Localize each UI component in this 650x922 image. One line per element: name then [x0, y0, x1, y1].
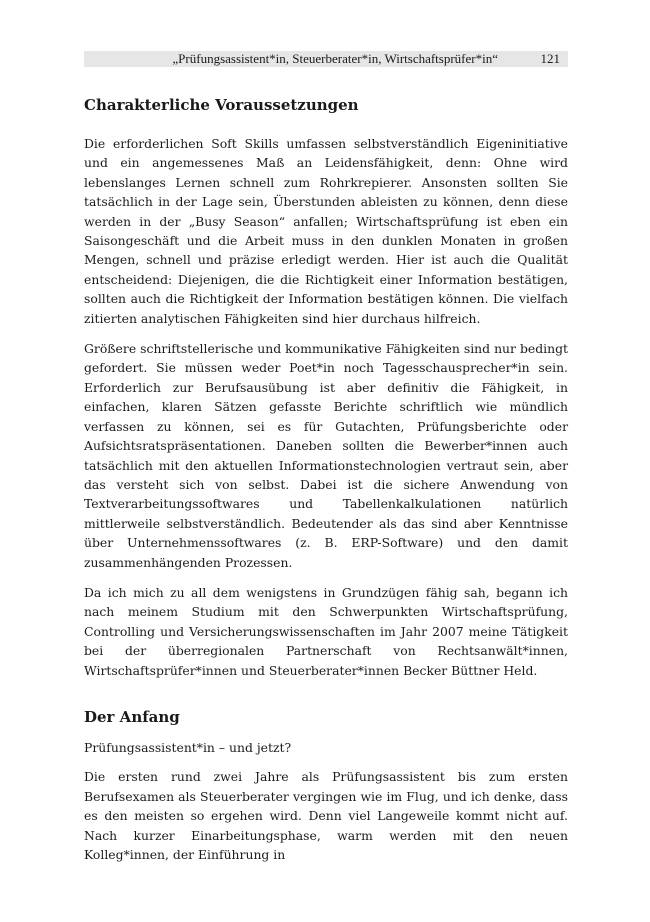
paragraph-berufseinstieg: Da ich mich zu all dem wenigstens in Grundzügen fähig sah, begann ich nach meinem Studium mit den Schwerpunkten Wirtschaftsprüfung, Controlling und Versicherungswissenschaften im Jahr 2007 meine Tätigkeit bei der überregionalen Partnerschaft von Rechtsanwält*innen, Wirtschaftsprüfer*innen und Steuerberater*innen Becker Büttner Held. [84, 584, 568, 678]
body-text [84, 96, 568, 875]
page-number: 121 [540, 51, 560, 66]
running-header [84, 51, 568, 67]
paragraph-erste-jahre: Die ersten rund zwei Jahre als Prüfungsassistent bis zum ersten Berufsexamen als Steuerberater vergingen wie im Flug, und ich denke, dass es den meisten so ergehen wird. Denn viel Langeweile kommt nicht auf. Nach kurzer Einarbeitungsphase, warm werden mit den neuen Kolleg*innen, der Einführung in [84, 769, 568, 862]
running-title: „Prüfungsassistent*in, Steuerberater*in, Wirtschaftsprüfer*in“ [172, 51, 498, 66]
paragraph-kommunikative-faehigkeiten: Größere schriftstellerische und kommunikative Fähigkeiten sind nur bedingt gefordert. Sie müssen weder Poet*in noch Tagesschausprecher*in sein. Erforderlich zur Berufsausübung ist aber definitiv die Fähigkeit, in einfachen, klaren Sätzen gefasste Berichte schriftlich wie mündlich verfassen zu können, sei es für Gutachten, Prüfungsberichte oder Aufsichtsratspräsentationen. Daneben sollten die Bewerber*innen auch tatsächlich mit den aktuellen Informationstechnologien vertraut sein, aber das versteht sich von selbst. Dabei ist die sichere Anwendung von Textverarbeitungssoftwares und Tabellenkalkulationen natürlich mittlerweile selbstverständlich. Bedeutender als das sind aber Kenntnisse über Unternehmenssoftwares (z. B. ERP-Software) und den damit zusammenhängenden Prozessen. [84, 341, 568, 570]
section-heading-der-anfang: Der Anfang [84, 707, 180, 726]
subheading-pruefungsassistent: Prüfungsassistent*in – und jetzt? [84, 739, 292, 755]
section-heading-charakterliche-voraussetzungen: Charakterliche Voraussetzungen [84, 96, 359, 114]
paragraph-soft-skills: Die erforderlichen Soft Skills umfassen selbstverständlich Eigeninitiative und ein angemessenes Maß an Leidensfähigkeit, denn: Ohne wird lebenslanges Lernen schnell zum Rohrkrepierer. Ansonsten sollten Sie tatsächlich in der Lage sein, Überstunden ableisten zu können, denn diese werden in der „Busy Season“ anfallen; Wirtschaftsprüfung ist eben ein Saisongeschäft und die Arbeit muss in den dunklen Monaten in großen Mengen, schnell und präzise erledigt werden. Hier ist auch die Qualität entscheidend: Diejenigen, die die Richtigkeit einer Information bestätigen, sollten auch die Richtigkeit der Information bestätigen können. Die vielfach zitierten analytischen Fähigkeiten sind hier durchaus hilfreich. [84, 136, 568, 326]
